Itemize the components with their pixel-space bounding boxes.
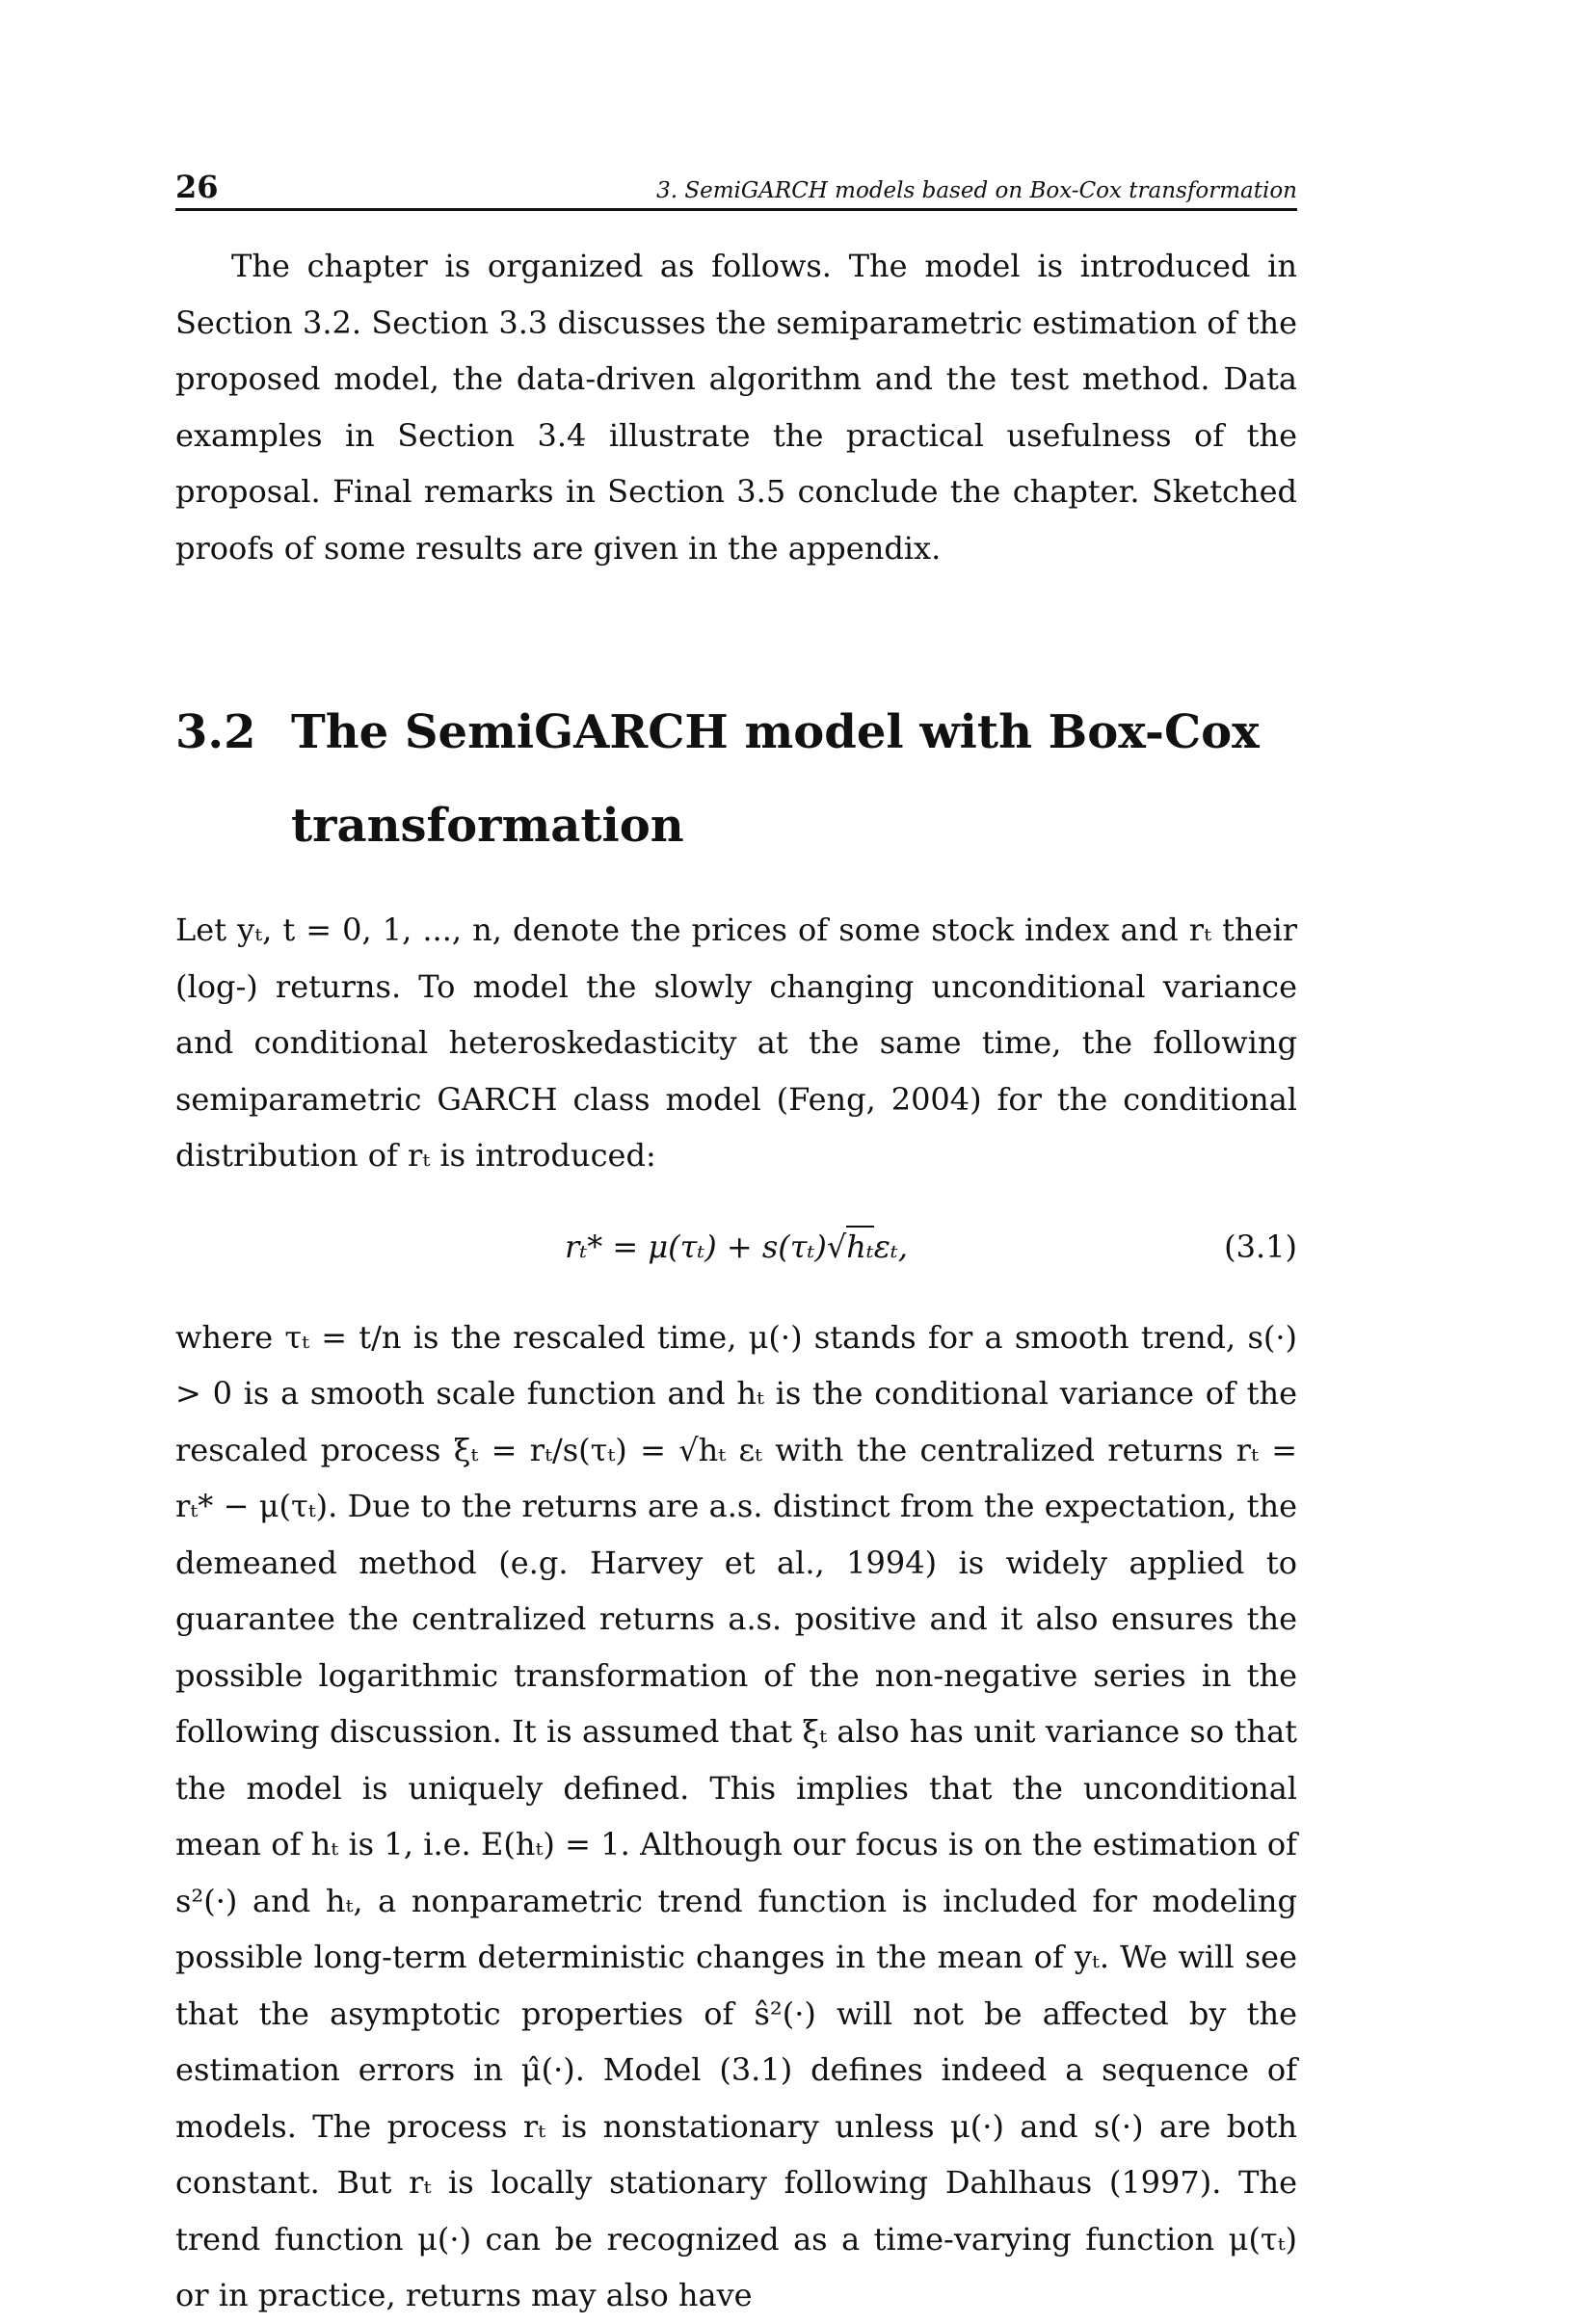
equation-label: (3.1) <box>1224 1228 1297 1265</box>
running-title: 3. SemiGARCH models based on Box-Cox transformation <box>656 178 1297 203</box>
equation-rhs: εₜ, <box>873 1228 908 1265</box>
intro-paragraph: The chapter is organized as follows. The model is introduced in Section 3.2. Section 3.3 discusses the semiparametric estimation of the proposed model, the data-driven algorithm and the test method. Data examples in Section 3.4 illustrate the practical usefulness of the proposal. Final remarks in Section 3.5 conclude the chapter. Sketched proofs of some results are given in the appendix. <box>175 248 1297 567</box>
equation-lhs: rₜ* = μ(τₜ) + s(τₜ) <box>565 1228 827 1265</box>
section-title: The SemiGARCH model with Box-Cox transformation <box>291 705 1260 853</box>
paragraph-1: Let yₜ, t = 0, 1, ..., n, denote the prices of some stock index and rₜ their (log-) returns. To model the slowly changing unconditional variance and conditional heteroskedasticity at the same time, the following semiparametric GARCH class model (Feng, 2004) for the conditional distribution of rₜ is introduced: <box>175 911 1297 1174</box>
page <box>175 169 1297 2324</box>
equation-3-1 <box>175 1213 1297 1281</box>
page-number: 26 <box>175 169 219 205</box>
section-heading <box>175 686 1297 873</box>
equation-sqrt-term: hₜ <box>846 1226 874 1265</box>
sqrt-sign: √ <box>826 1228 847 1265</box>
running-header <box>175 169 1297 211</box>
equation-body <box>175 1213 1297 1281</box>
paragraph-2: where τₜ = t/n is the rescaled time, μ(·) stands for a smooth trend, s(·) > 0 is a smooth scale function and hₜ is the conditional variance of the rescaled process ξₜ = rₜ/s(τₜ) = √hₜ εₜ with the centralized returns rₜ = rₜ* − μ(τₜ). Due to the returns are a.s. distinct from the expectation, the demeaned method (e.g. Harvey et al., 1994) is widely applied to guarantee the centralized returns a.s. positive and it also ensures the possible logarithmic transformation of the non-negative series in the following discussion. It is assumed that ξₜ also has unit variance so that the model is uniquely defined. This implies that the unconditional mean of hₜ is 1, i.e. E(hₜ) = 1. Although our focus is on the estimation of s²(·) and hₜ, a nonparametric trend function is included for modeling possible long-term deterministic changes in the mean of yₜ. We will see that the asymptotic properties of ŝ²(·) will not be affected by the estimation errors in μ̂(·). Model (3.1) defines indeed a sequence of models. The process rₜ is nonstationary unless μ(·) and s(·) are both constant. But rₜ is locally stationary following Dahlhaus (1997). The trend function μ(·) can be recognized as a time-varying function μ(τₜ) or in practice, returns may also have <box>175 1318 1297 2313</box>
section-number: 3.2 <box>175 705 256 759</box>
